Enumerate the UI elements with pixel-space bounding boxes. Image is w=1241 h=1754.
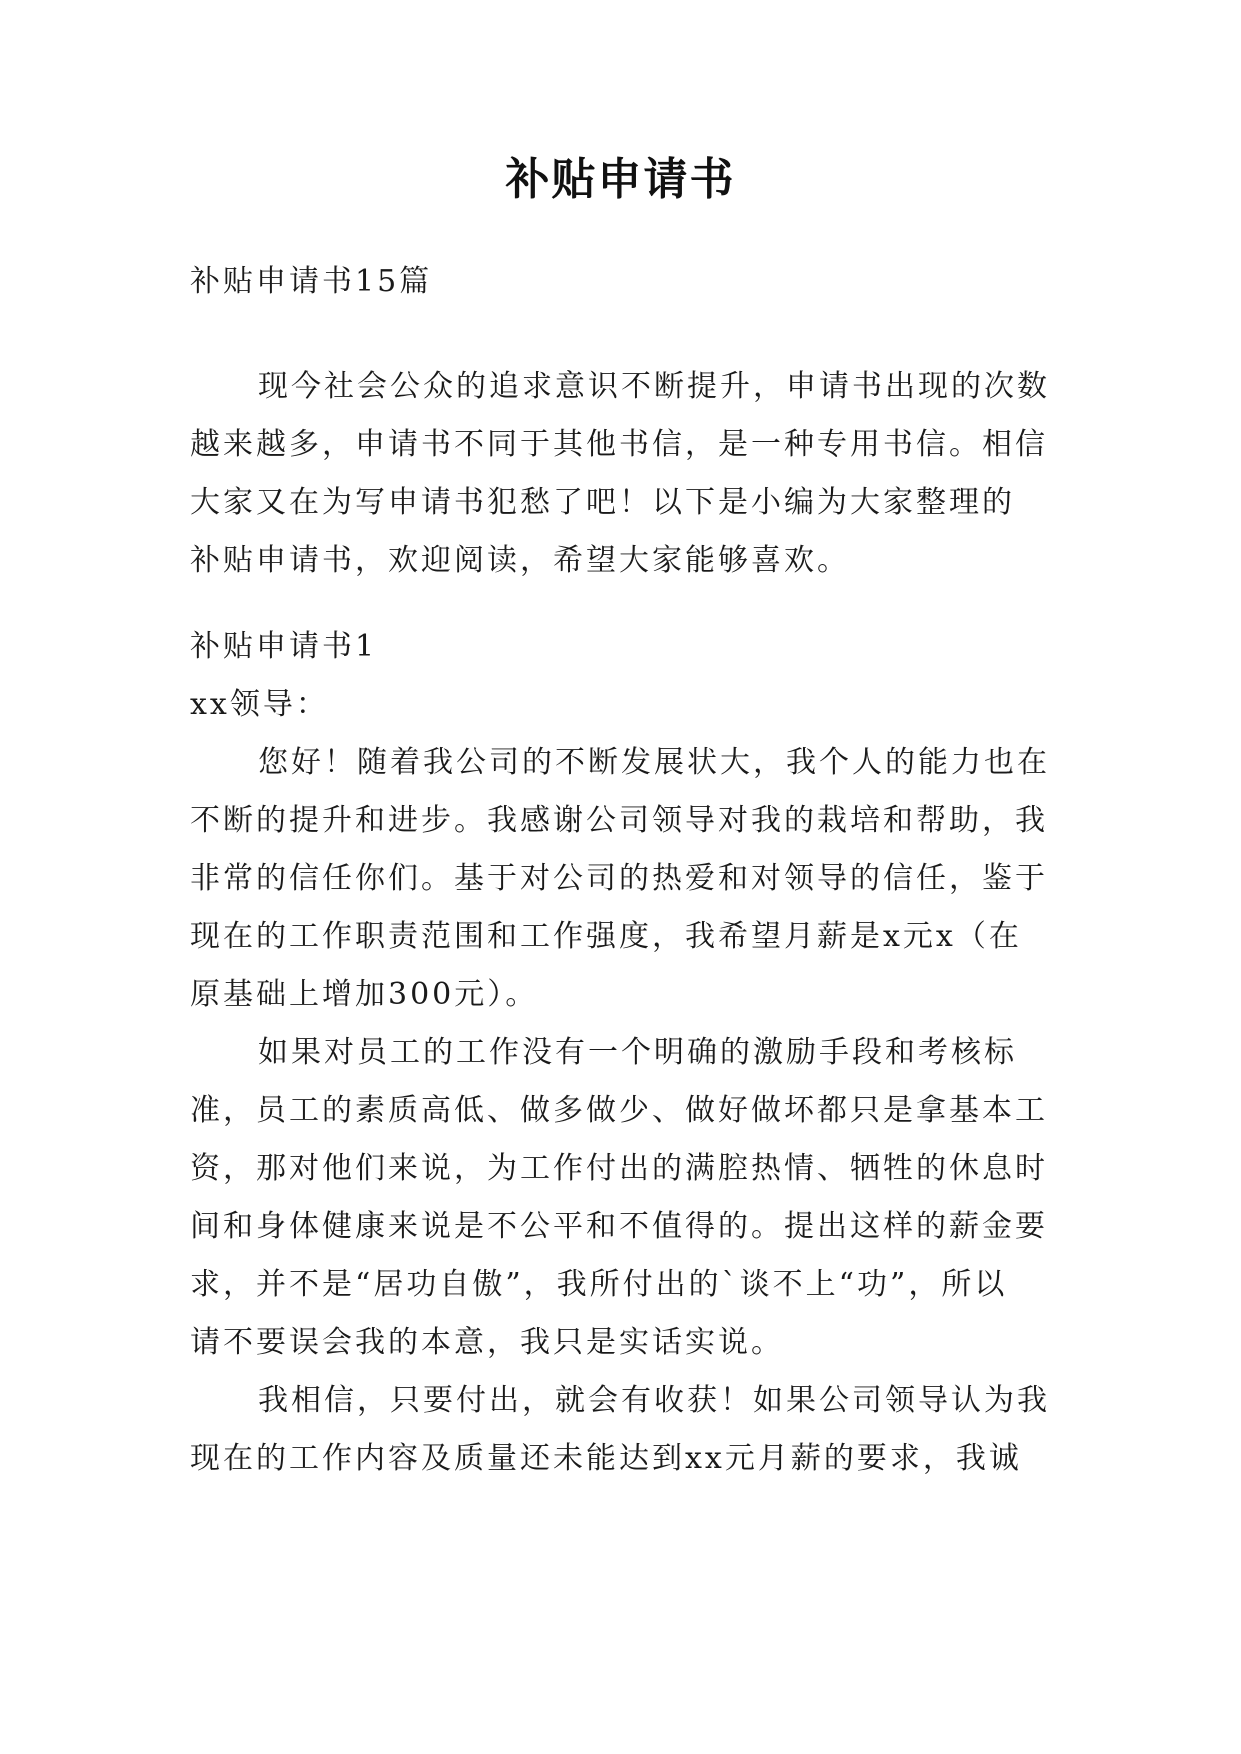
paragraph-1 <box>190 734 1053 1024</box>
paragraph-line: 间和身体健康来说是不公平和不值得的。提出这样的薪金要 <box>190 1209 1048 1244</box>
section-heading: 补贴申请书1 <box>190 629 378 664</box>
paragraph-line: 求，并不是“居功自傲”，我所付出的`谈不上“功”，所以 <box>190 1267 1008 1302</box>
paragraph-line: 现在的工作职责范围和工作强度，我希望月薪是x元x（在 <box>190 919 1022 954</box>
intro-line: 大家又在为写申请书犯愁了吧！以下是小编为大家整理的 <box>190 485 1015 520</box>
paragraph-line: 不断的提升和进步。我感谢公司领导对我的栽培和帮助，我 <box>190 803 1048 838</box>
paragraph-line: 您好！随着我公司的不断发展状大，我个人的能力也在 <box>258 745 1050 780</box>
intro-line: 越来越多，申请书不同于其他书信，是一种专用书信。相信 <box>190 427 1048 462</box>
paragraph-line: 我相信，只要付出，就会有收获！如果公司领导认为我 <box>258 1383 1050 1418</box>
paragraph-2 <box>190 1024 1053 1372</box>
intro-line: 现今社会公众的追求意识不断提升，申请书出现的次数 <box>258 369 1050 404</box>
paragraph-line: 非常的信任你们。基于对公司的热爱和对领导的信任，鉴于 <box>190 861 1048 896</box>
letter-body <box>190 618 1053 1488</box>
document-subtitle: 补贴申请书15篇 <box>190 264 433 299</box>
paragraph-line: 原基础上增加300元）。 <box>190 977 539 1012</box>
paragraph-line: 请不要误会我的本意，我只是实话实说。 <box>190 1325 784 1360</box>
intro-paragraph <box>190 358 1053 590</box>
intro-line: 补贴申请书，欢迎阅读，希望大家能够喜欢。 <box>190 543 850 578</box>
paragraph-line: 准，员工的素质高低、做多做少、做好做坏都只是拿基本工 <box>190 1093 1048 1128</box>
paragraph-line: 现在的工作内容及质量还未能达到xx元月薪的要求，我诚 <box>190 1441 1022 1476</box>
paragraph-line: 资，那对他们来说，为工作付出的满腔热情、牺牲的休息时 <box>190 1151 1048 1186</box>
paragraph-3 <box>190 1372 1053 1488</box>
salutation: xx领导： <box>190 687 329 722</box>
paragraph-line: 如果对员工的工作没有一个明确的激励手段和考核标 <box>258 1035 1017 1070</box>
document-title: 补贴申请书 <box>505 154 736 205</box>
subtitle-block <box>190 253 1053 311</box>
